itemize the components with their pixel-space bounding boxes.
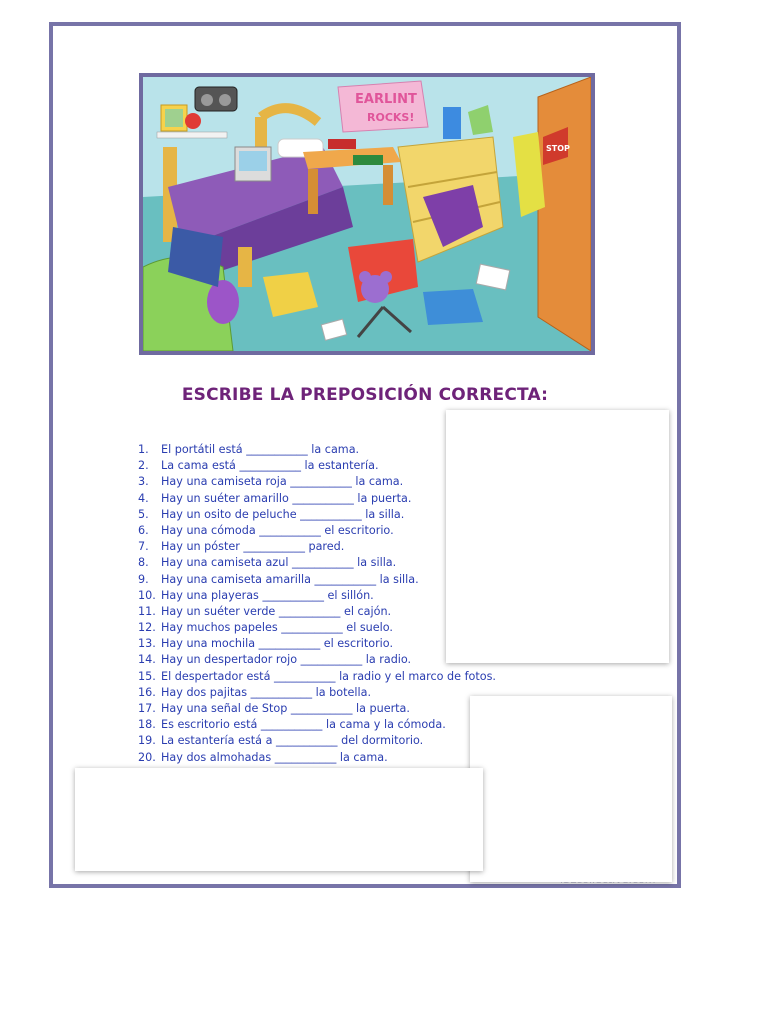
exercise-text: Hay una señal de Stop ___________ la puerta. (161, 702, 410, 715)
exercise-text: Hay una camiseta azul ___________ la silla. (161, 556, 397, 570)
exercise-item (138, 652, 496, 668)
exercise-text: La cama está ___________ la estantería. (161, 459, 379, 473)
exercise-number: 18. (138, 718, 156, 732)
exercise-item (138, 523, 496, 539)
exercise-item (138, 636, 496, 652)
exercise-item (138, 474, 496, 490)
exercise-number: 3. (138, 475, 149, 489)
exercise-number: 16. (138, 685, 156, 699)
exercise-item (138, 588, 496, 604)
exercise-number: 14. (138, 653, 156, 667)
blank-cover-box (470, 696, 672, 882)
exercise-item (138, 733, 496, 749)
exercise-text: Hay un osito de peluche ___________ la silla. (161, 507, 405, 521)
worksheet-title-text: ESCRIBE LA PREPOSICIÓN CORRECTA: (181, 385, 549, 405)
exercise-text: El portátil está ___________ la cama. (161, 443, 360, 456)
exercise-text: Hay una camiseta amarilla ___________ la silla. (161, 572, 419, 586)
exercise-number: 5. (138, 507, 149, 521)
exercise-text: Es escritorio está ___________ la cama y la cómoda. (161, 718, 446, 732)
exercise-item (138, 604, 496, 620)
exercise-text: Hay dos pajitas ___________ la botella. (161, 685, 372, 699)
exercise-item (138, 458, 496, 474)
exercise-text: Hay un póster ___________ pared. (161, 540, 345, 554)
poster-text-2: ROCKS! (367, 111, 415, 124)
exercise-number: 9. (138, 572, 149, 586)
exercise-number: 13. (138, 637, 156, 651)
exercise-text: El despertador está ___________ la radio y el marco de fotos. (161, 669, 496, 683)
exercise-number: 11. (138, 604, 156, 618)
exercise-number: 2. (138, 459, 149, 473)
exercise-number: 8. (138, 556, 149, 570)
exercise-text: Hay una playeras ___________ el sillón. (161, 588, 374, 602)
exercise-text: Hay un despertador rojo ___________ la radio. (161, 653, 412, 667)
exercise-list (138, 442, 496, 766)
exercise-text: Hay una cómoda ___________ el escritorio. (161, 523, 394, 537)
blank-cover-box (446, 410, 669, 663)
exercise-text: Hay un suéter amarillo ___________ la puerta. (161, 491, 412, 505)
bedroom-scene (143, 77, 591, 351)
exercise-item (138, 701, 496, 717)
exercise-text: Hay una mochila ___________ el escritorio. (161, 637, 393, 651)
worksheet-title (0, 385, 768, 405)
exercise-number: 10. (138, 588, 156, 602)
exercise-number: 12. (138, 621, 156, 635)
exercise-item (138, 491, 496, 507)
exercise-number: 4. (138, 491, 149, 505)
exercise-item (138, 750, 496, 766)
exercise-text: Hay una camiseta roja ___________ la cama. (161, 475, 404, 489)
exercise-item (138, 442, 496, 458)
exercise-item (138, 669, 496, 685)
exercise-text: Hay muchos papeles ___________ el suelo. (161, 621, 393, 635)
poster-text-1: EARLINT (355, 92, 417, 107)
exercise-number: 17. (138, 702, 156, 715)
exercise-number: 7. (138, 540, 149, 554)
exercise-item (138, 539, 496, 555)
exercise-item (138, 507, 496, 523)
exercise-text: La estantería está a ___________ del dormitorio. (161, 734, 424, 748)
exercise-text: Hay dos almohadas ___________ la cama. (161, 750, 388, 764)
exercise-item (138, 572, 496, 588)
blank-cover-box (75, 768, 483, 871)
exercise-number: 15. (138, 669, 156, 683)
exercise-number: 1. (138, 443, 149, 456)
exercise-number: 19. (138, 734, 156, 748)
exercise-item (138, 685, 496, 701)
messy-bedroom-illustration (139, 73, 595, 355)
exercise-item (138, 620, 496, 636)
exercise-number: 20. (138, 750, 156, 764)
exercise-item (138, 717, 496, 733)
exercise-number: 6. (138, 523, 149, 537)
exercise-item (138, 555, 496, 571)
stop-sign-text: STOP (546, 144, 570, 153)
exercise-text: Hay un suéter verde ___________ el cajón. (161, 604, 392, 618)
